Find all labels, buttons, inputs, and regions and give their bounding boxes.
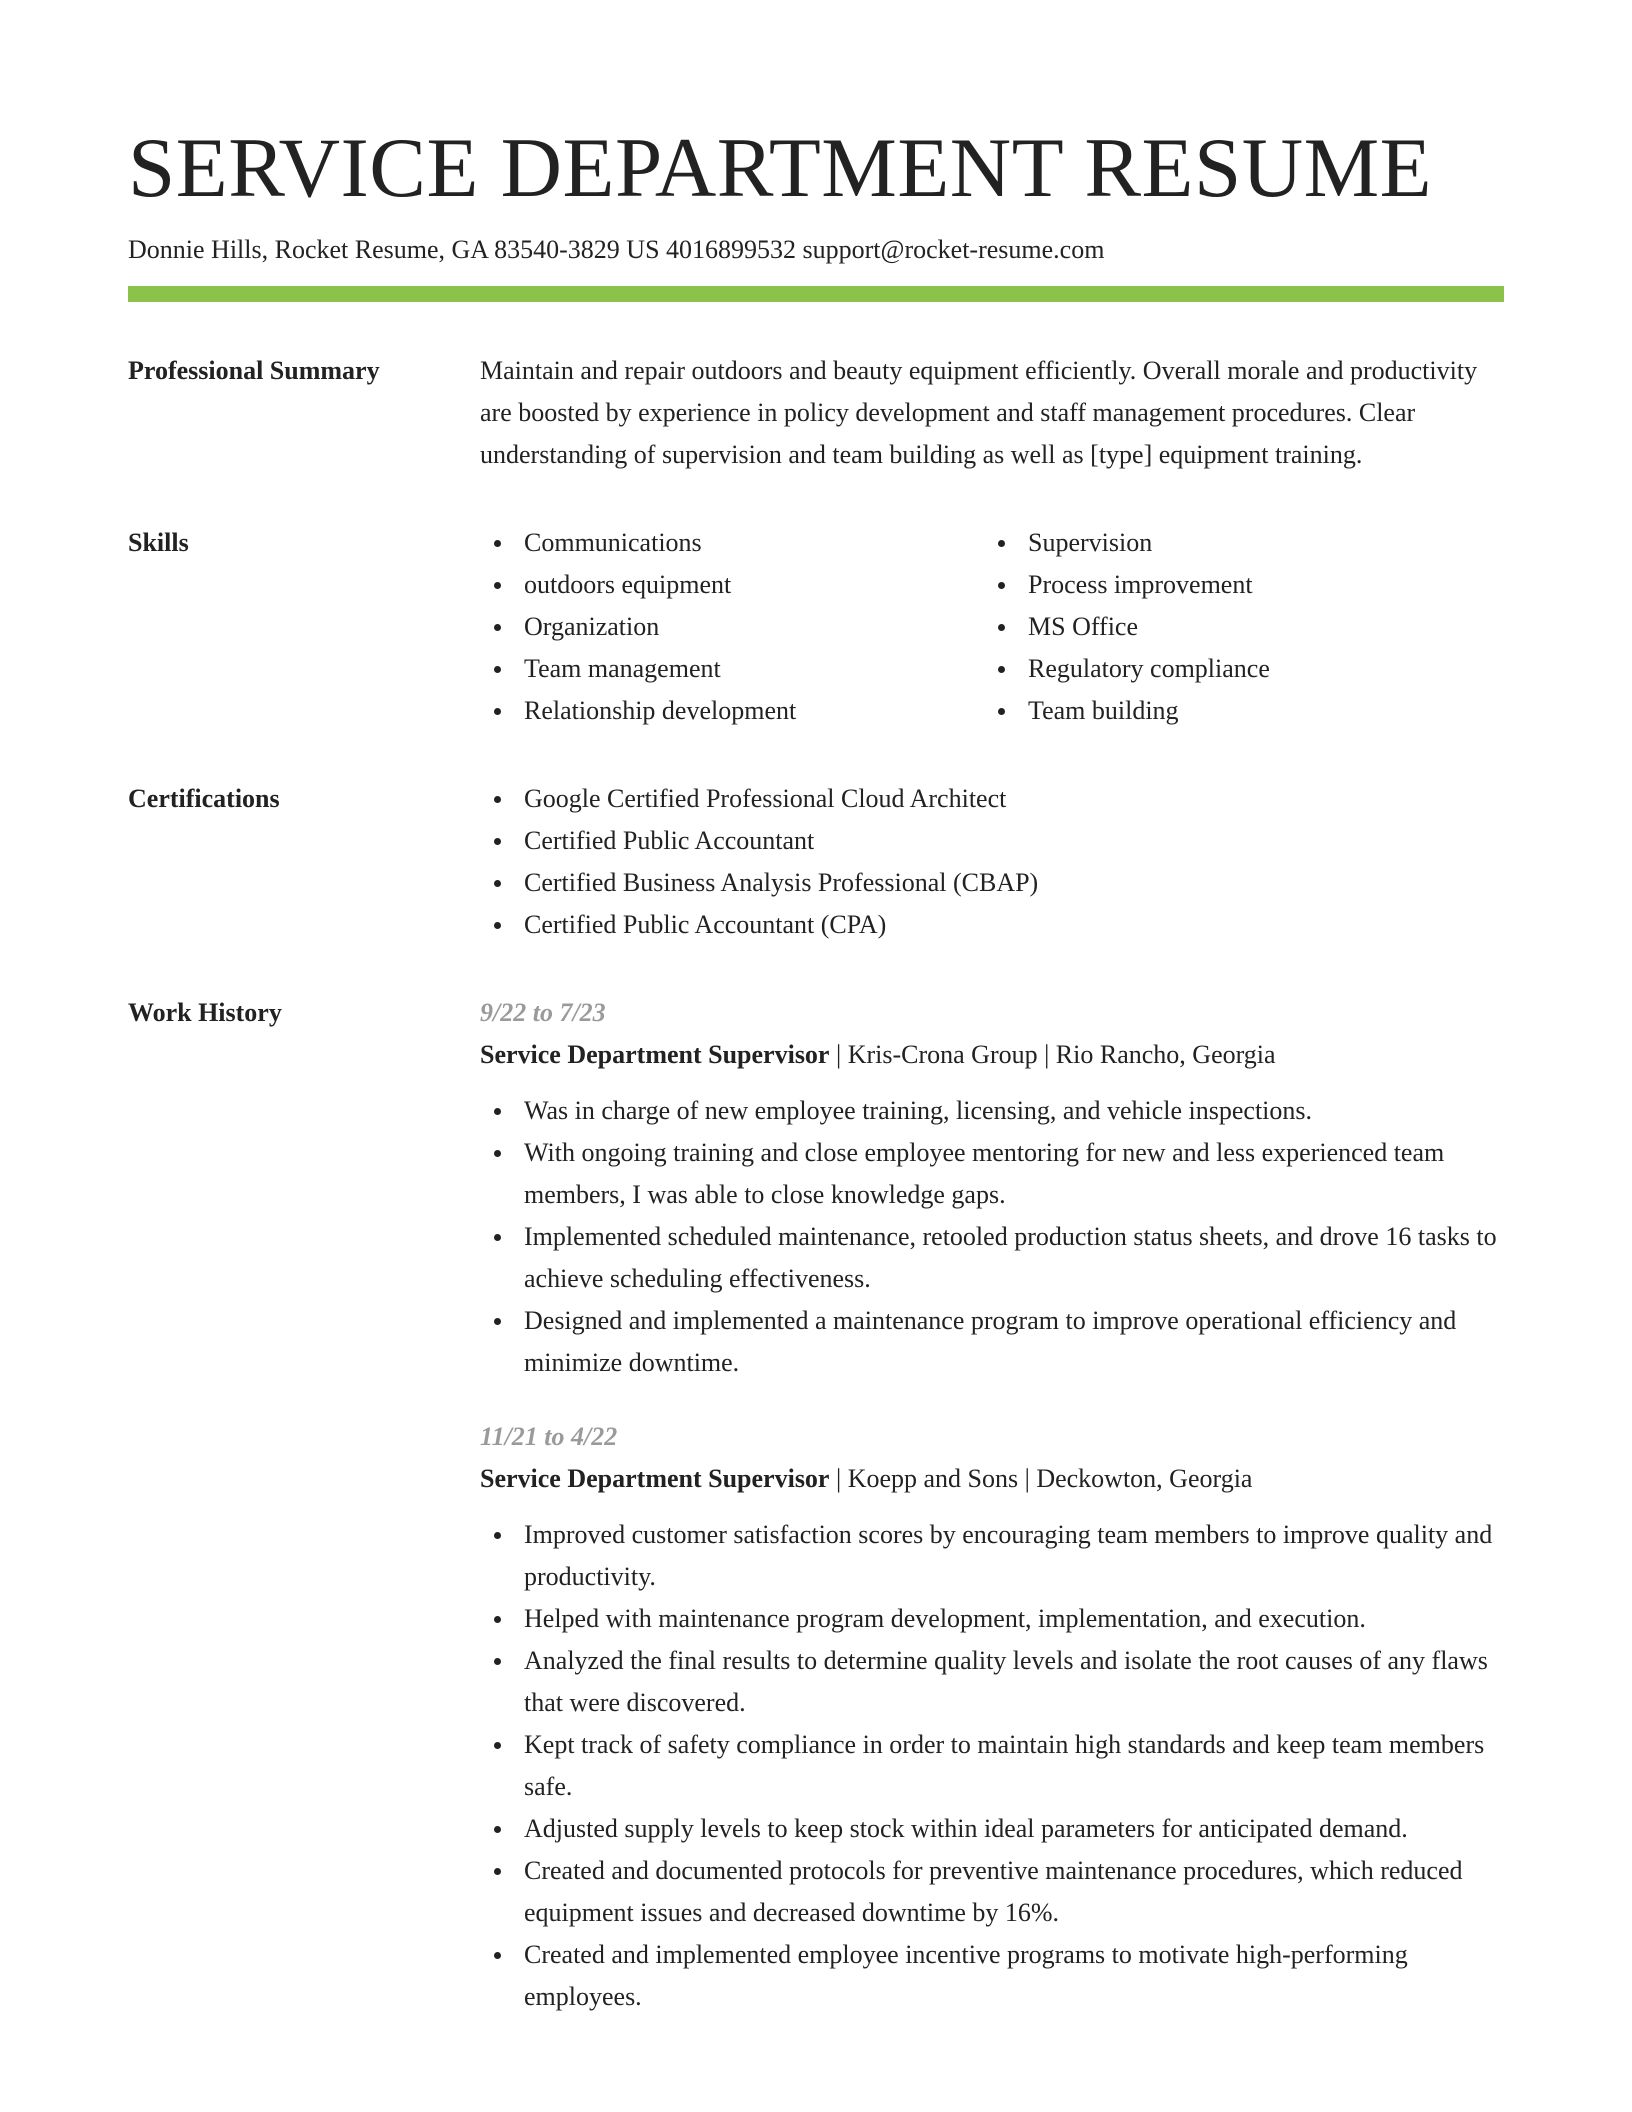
contact-line: Donnie Hills, Rocket Resume, GA 83540-3829 US 4016899532 support@rocket-resume.com	[128, 235, 1105, 264]
skill-item: Team building	[984, 690, 1488, 732]
job-bullet: Improved customer satisfaction scores by encouraging team members to improve quality and productivity.	[480, 1514, 1504, 1598]
job-company-location: | Koepp and Sons | Deckowton, Georgia	[829, 1464, 1253, 1493]
certifications-section	[128, 778, 1504, 946]
accent-divider	[128, 286, 1504, 302]
job-bullet: Was in charge of new employee training, licensing, and vehicle inspections.	[480, 1090, 1504, 1132]
work-history-body	[480, 992, 1504, 2050]
resume-page	[128, 0, 1504, 2050]
job-bullet: Analyzed the final results to determine quality levels and isolate the root causes of any flaws that were discovered.	[480, 1640, 1504, 1724]
job-bullet: Created and documented protocols for preventive maintenance procedures, which reduced equipment issues and decreased downtime by 16%.	[480, 1850, 1504, 1934]
certification-item: Certified Business Analysis Professional (CBAP)	[480, 862, 1504, 904]
skill-item: Team management	[480, 648, 984, 690]
skill-item: Process improvement	[984, 564, 1488, 606]
section-label-work-history: Work History	[128, 998, 282, 1027]
job-role: Service Department Supervisor	[480, 1464, 830, 1493]
summary-text: Maintain and repair outdoors and beauty equipment efficiently. Overall morale and productivity are boosted by experience in policy development and staff management procedures. Clear understanding of supervision and team building as well as [type] equipment training.	[480, 356, 1478, 469]
job-heading	[480, 1034, 1504, 1076]
skills-body	[480, 522, 1504, 732]
skills-list-right	[984, 522, 1488, 732]
job-bullets	[480, 1090, 1504, 1384]
job-entry	[480, 1416, 1504, 2018]
section-label-certifications: Certifications	[128, 784, 280, 813]
skill-item: MS Office	[984, 606, 1488, 648]
job-bullet: Implemented scheduled maintenance, retooled production status sheets, and drove 16 tasks to achieve scheduling effectiveness.	[480, 1216, 1504, 1300]
job-entry	[480, 992, 1504, 1384]
job-bullet: Helped with maintenance program development, implementation, and execution.	[480, 1598, 1504, 1640]
job-bullet: Adjusted supply levels to keep stock within ideal parameters for anticipated demand.	[480, 1808, 1504, 1850]
job-company-location: | Kris-Crona Group | Rio Rancho, Georgia	[829, 1040, 1276, 1069]
certification-item: Google Certified Professional Cloud Architect	[480, 778, 1504, 820]
summary-body	[480, 350, 1504, 476]
work-history-section	[128, 992, 1504, 2050]
skill-item: Relationship development	[480, 690, 984, 732]
job-bullet: Kept track of safety compliance in order to maintain high standards and keep team members safe.	[480, 1724, 1504, 1808]
job-bullet: With ongoing training and close employee mentoring for new and less experienced team members, I was able to close knowledge gaps.	[480, 1132, 1504, 1216]
skill-item: Supervision	[984, 522, 1488, 564]
summary-section	[128, 350, 1504, 476]
job-dates: 11/21 to 4/22	[480, 1422, 618, 1451]
certification-item: Certified Public Accountant	[480, 820, 1504, 862]
certifications-list	[480, 778, 1504, 946]
skill-item: Communications	[480, 522, 984, 564]
job-role: Service Department Supervisor	[480, 1040, 830, 1069]
job-bullet: Designed and implemented a maintenance program to improve operational efficiency and minimize downtime.	[480, 1300, 1504, 1384]
certifications-body	[480, 778, 1504, 946]
certification-item: Certified Public Accountant (CPA)	[480, 904, 1504, 946]
job-heading	[480, 1458, 1504, 1500]
skill-item: outdoors equipment	[480, 564, 984, 606]
job-bullet: Created and implemented employee incentive programs to motivate high-performing employees.	[480, 1934, 1504, 2018]
job-dates: 9/22 to 7/23	[480, 998, 606, 1027]
skills-list-left	[480, 522, 984, 732]
skill-item: Organization	[480, 606, 984, 648]
skill-item: Regulatory compliance	[984, 648, 1488, 690]
section-label-skills: Skills	[128, 528, 189, 557]
section-label-summary: Professional Summary	[128, 356, 380, 385]
skills-section	[128, 522, 1504, 732]
resume-title: SERVICE DEPARTMENT RESUME	[128, 121, 1433, 215]
job-bullets	[480, 1514, 1504, 2018]
